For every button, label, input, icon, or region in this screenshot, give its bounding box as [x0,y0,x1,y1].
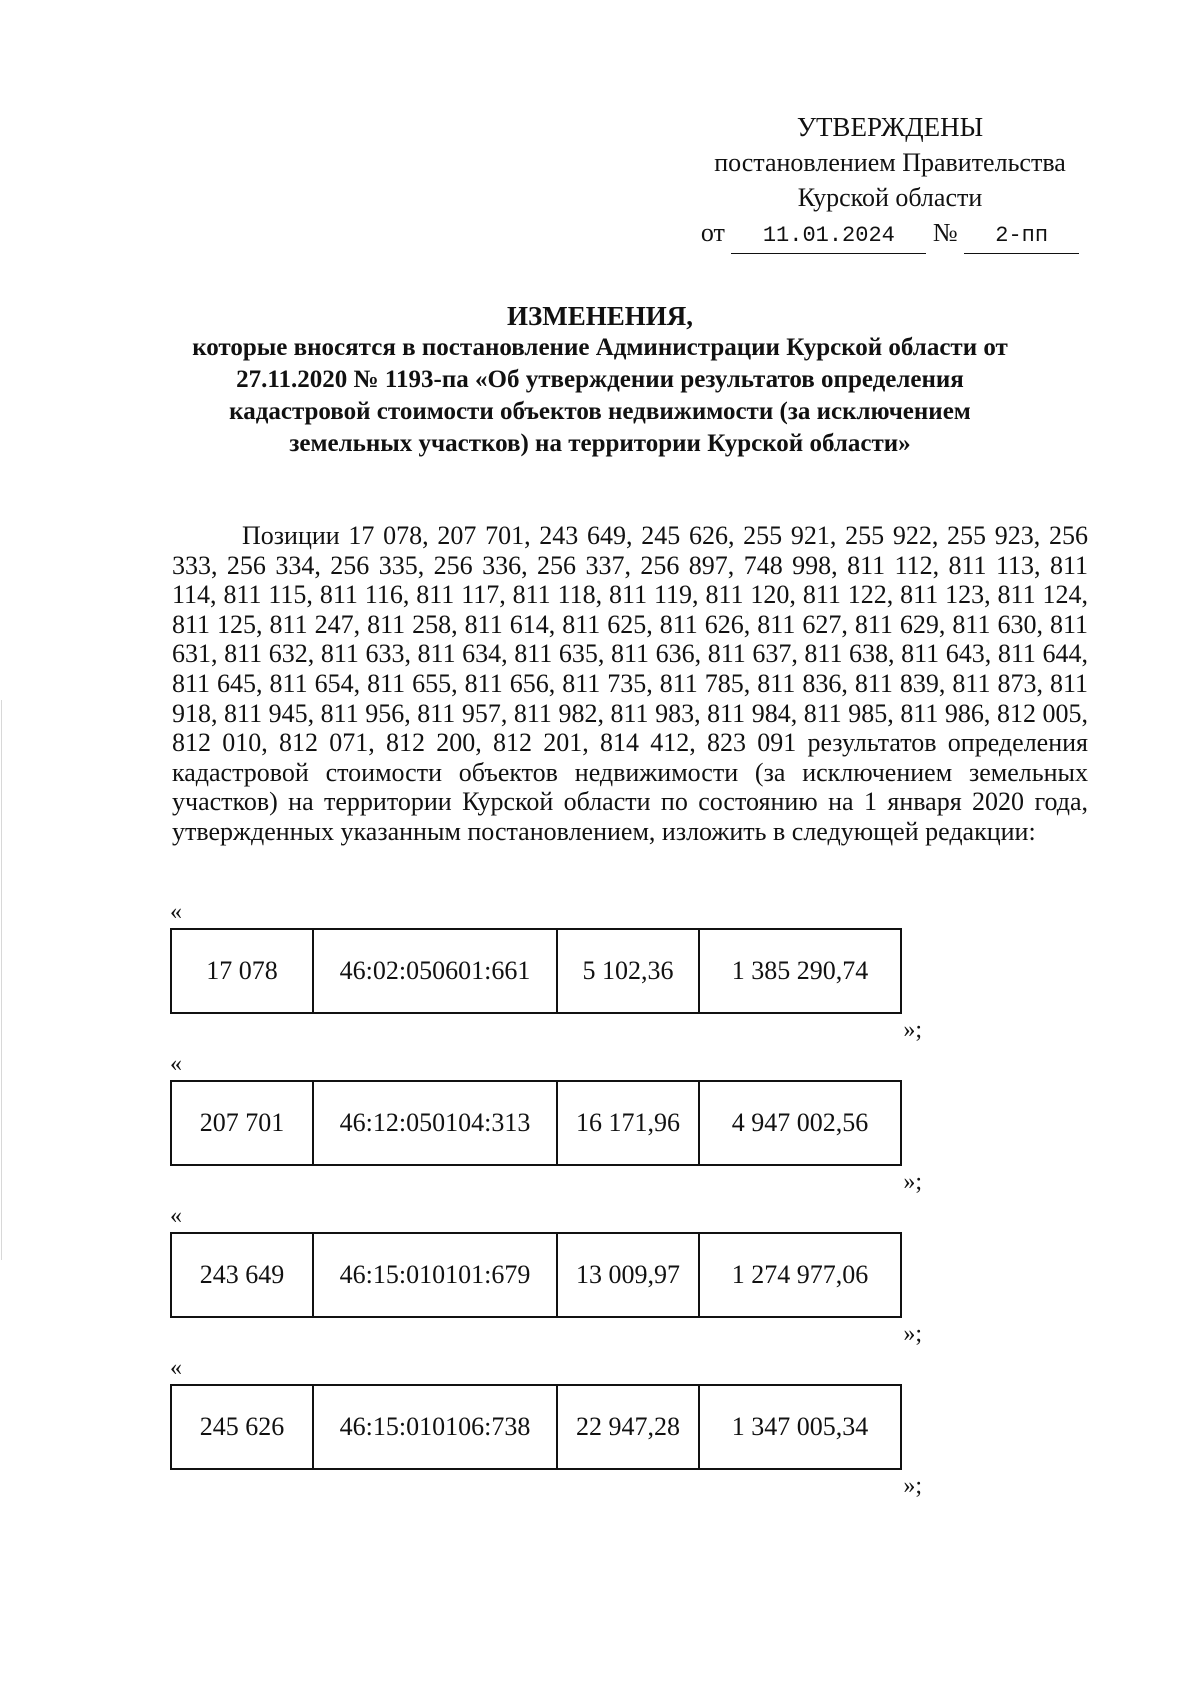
position-cell: 243 649 [171,1233,313,1317]
approval-dateline [690,215,1090,254]
close-quote: »; [903,1473,922,1499]
body-text [172,521,1088,847]
close-quote: »; [903,1169,922,1195]
data-table [170,1384,902,1470]
data-table [170,1232,902,1318]
close-quote: »; [903,1321,922,1347]
title-line-1: которые вносятся в постановление Администрации Курской области от [192,334,1008,361]
unit-value-cell: 22 947,28 [557,1385,699,1469]
open-quote: « [170,1355,182,1381]
open-quote: « [170,1203,182,1229]
open-quote: « [170,899,182,925]
unit-value-cell: 5 102,36 [557,929,699,1013]
unit-value-cell: 13 009,97 [557,1233,699,1317]
cadastral-value-cell: 4 947 002,56 [699,1081,901,1165]
data-table [170,1080,902,1166]
approval-line-region: Курской области [797,183,983,212]
title-line-4: земельных участков) на территории Курской области» [289,430,911,457]
open-quote: « [170,1051,182,1077]
table-row [171,1385,901,1469]
row-block [170,899,922,1052]
table-row [171,929,901,1013]
row-block [170,1203,922,1356]
data-table [170,928,902,1014]
date-prefix: от [700,218,725,247]
table-row [171,1081,901,1165]
approval-heading: УТВЕРЖДЕНЫ [796,112,984,142]
row-block [170,1355,922,1508]
body-paragraph: Позиции 17 078, 207 701, 243 649, 245 626, 255 921, 255 922, 255 923, 256 333, 256 334, 256 335, 256 336, 256 337, 256 897, 748 998, 811 112, 811 113, 811 114, 811 115, 811 116, 811 117, 811 118, 811 119, 811 120, 811 122, 811 123, 811 124, 811 125, 811 247, 811 258, 811 614, 811 625, 811 626, 811 627, 811 629, 811 630, 811 631, 811 632, 811 633, 811 634, 811 635, 811 636, 811 637, 811 638, 811 643, 811 644, 811 645, 811 654, 811 655, 811 656, 811 735, 811 785, 811 836, 811 839, 811 873, 811 918, 811 945, 811 956, 811 957, 811 982, 811 983, 811 984, 811 985, 811 986, 812 005, 812 010, 812 071, 812 200, 812 201, 814 412, 823 091 результатов определения кадастровой стоимости объектов недвижимости (за исключением земельных участков) на территории Курской области по состоянию на 1 января 2020 года, утвержденных указанным постановлением, изложить в следующей редакции: [172,521,1088,846]
cadastral-value-cell: 1 385 290,74 [699,929,901,1013]
approval-block [690,110,1090,254]
unit-value-cell: 16 171,96 [557,1081,699,1165]
document-title [160,300,1040,460]
cadastral-value-cell: 1 347 005,34 [699,1385,901,1469]
approval-number: 2-пп [964,218,1079,254]
title-line-3: кадастровой стоимости объектов недвижимости (за исключением [229,398,971,425]
position-cell: 17 078 [171,929,313,1013]
cadastral-value-cell: 1 274 977,06 [699,1233,901,1317]
title-line-2: 27.11.2020 № 1193-па «Об утверждении результатов определения [236,366,964,393]
row-block [170,1051,922,1204]
title-heading: ИЗМЕНЕНИЯ, [506,301,693,331]
cadastral-number-cell: 46:12:050104:313 [313,1081,557,1165]
position-cell: 207 701 [171,1081,313,1165]
close-quote: »; [903,1017,922,1043]
approval-date: 11.01.2024 [731,218,926,254]
position-cell: 245 626 [171,1385,313,1469]
replacement-rows [170,899,922,1508]
scan-edge-line [1,700,2,1260]
cadastral-number-cell: 46:02:050601:661 [313,929,557,1013]
cadastral-number-cell: 46:15:010101:679 [313,1233,557,1317]
approval-line-resolution: постановлением Правительства [714,148,1066,177]
cadastral-number-cell: 46:15:010106:738 [313,1385,557,1469]
table-row [171,1233,901,1317]
number-prefix: № [932,218,958,247]
